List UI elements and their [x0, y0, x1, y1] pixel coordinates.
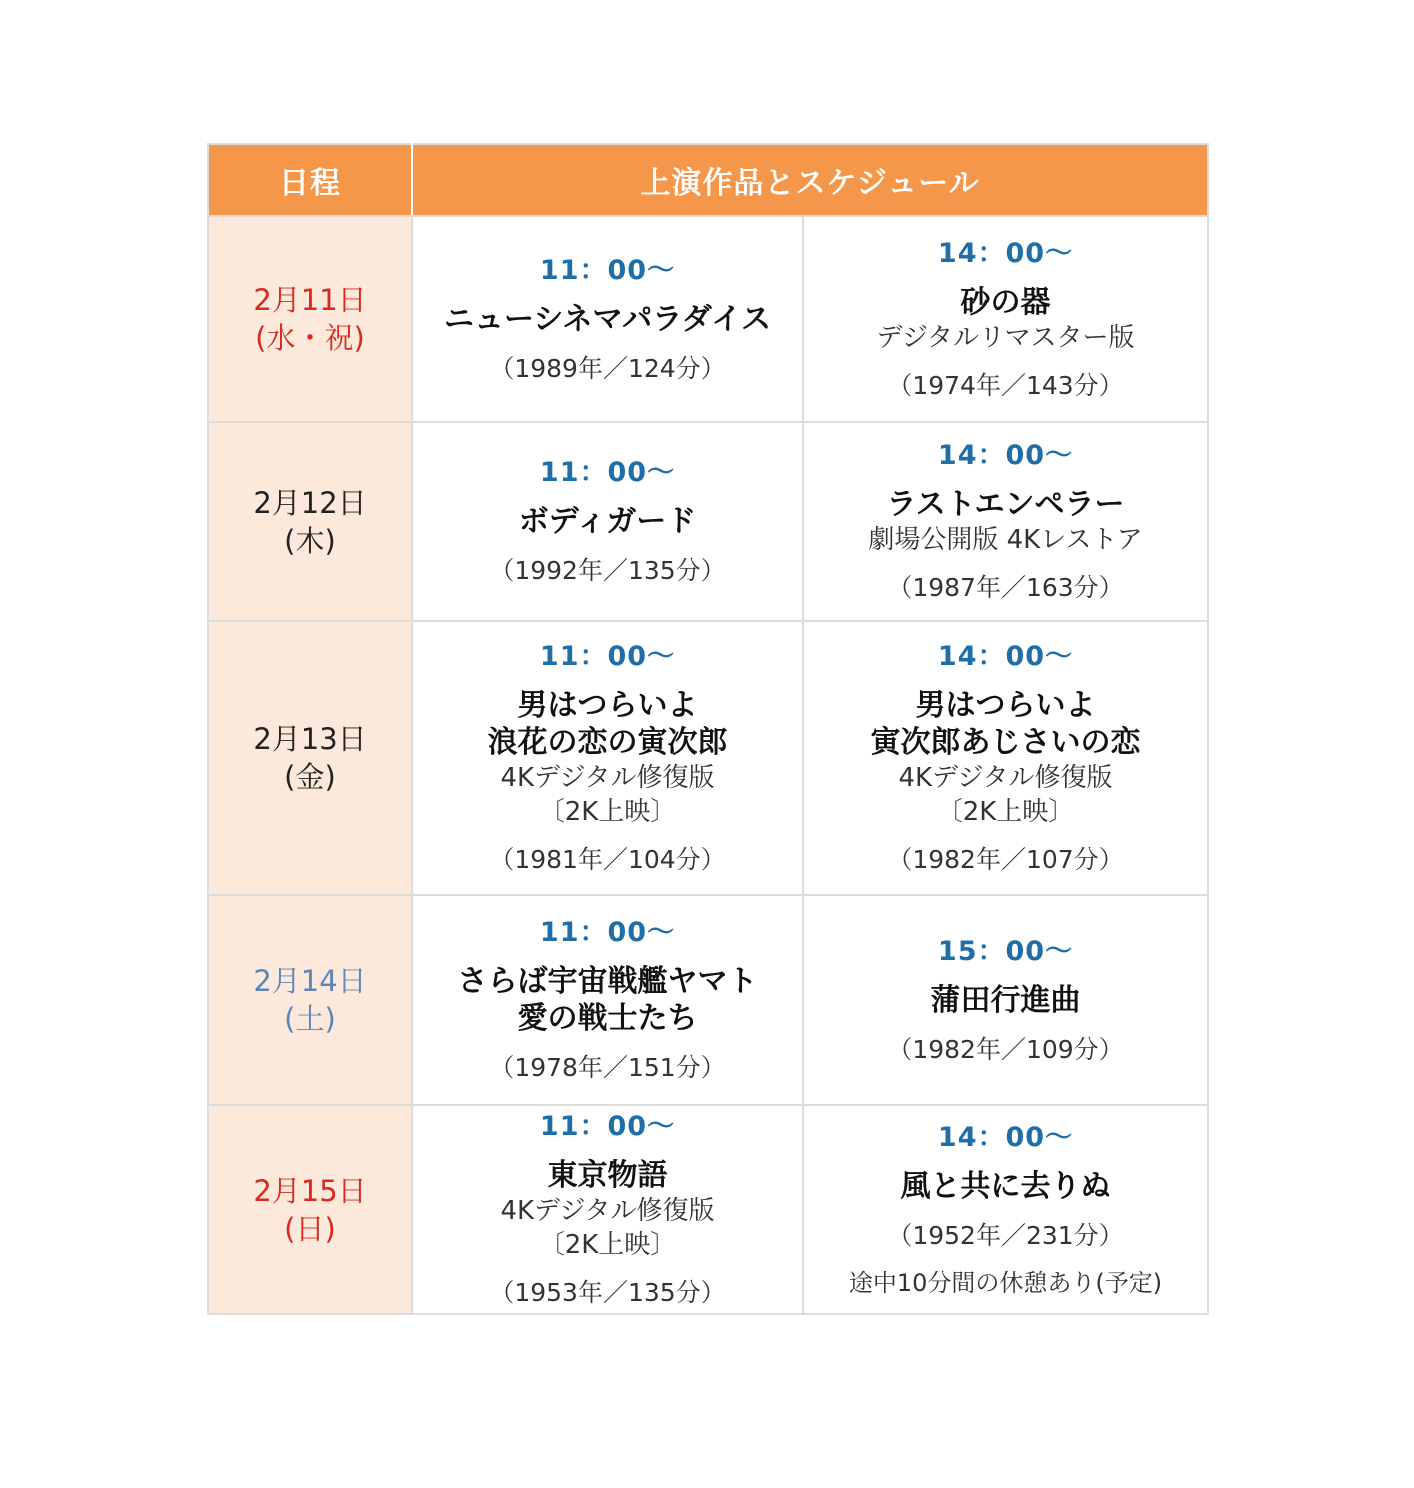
showtime: 14：00～ [937, 440, 1074, 471]
film-edition: デジタルリマスター版 [876, 322, 1135, 353]
film-edition: 〔2K上映〕 [936, 797, 1075, 827]
schedule-table [207, 143, 1209, 1315]
weekday-text: (木) [284, 523, 336, 558]
date-cell [208, 621, 412, 895]
film-year-runtime: （1952年／231分） [887, 1221, 1124, 1250]
film-title: 男はつらいよ [915, 688, 1096, 723]
show-cell [803, 1105, 1208, 1314]
show-cell [412, 895, 803, 1105]
date-cell [208, 1105, 412, 1314]
showtime: 11：00～ [539, 254, 676, 286]
date-cell [208, 216, 412, 422]
film-title: 浪花の恋の寅次郎 [487, 725, 728, 760]
film-year-runtime: （1953年／135分） [489, 1278, 726, 1307]
show-cell [803, 895, 1208, 1105]
film-year-runtime: （1982年／109分） [887, 1034, 1124, 1064]
film-title: 男はつらいよ [517, 688, 698, 723]
film-year-runtime: （1987年／163分） [887, 573, 1124, 602]
film-edition: 4Kデジタル修復版 [500, 1196, 715, 1226]
film-year-runtime: （1982年／107分） [887, 845, 1124, 874]
weekday-text: (土) [284, 1002, 336, 1036]
film-title: 風と共に去りぬ [900, 1169, 1111, 1204]
film-edition: 〔2K上映〕 [538, 1230, 677, 1260]
show-cell [803, 216, 1208, 422]
film-title: 寅次郎あじさいの恋 [870, 725, 1141, 760]
schedule-row [208, 216, 1208, 422]
intermission-note: 途中10分間の休憩あり(予定) [848, 1269, 1163, 1297]
show-cell [412, 1105, 803, 1314]
film-year-runtime: （1989年／124分） [489, 353, 726, 383]
weekday-text: (日) [284, 1211, 336, 1246]
date-cell [208, 422, 412, 621]
film-year-runtime: （1981年／104分） [489, 845, 726, 874]
film-title: さらば宇宙戦艦ヤマト [457, 964, 758, 999]
film-edition: 4Kデジタル修復版 [500, 763, 715, 793]
showtime: 11：00～ [539, 457, 676, 488]
showtime: 14：00～ [937, 1122, 1074, 1153]
show-cell [412, 422, 803, 621]
show-cell [412, 621, 803, 895]
header-date: 日程 [208, 144, 412, 216]
film-title: 愛の戦士たち [517, 1001, 698, 1036]
show-cell [412, 216, 803, 422]
date-text: 2月14日 [253, 964, 367, 998]
schedule-row [208, 422, 1208, 621]
film-title: ラストエンペラー [886, 487, 1125, 522]
date-text: 2月13日 [253, 722, 367, 756]
header-row [208, 144, 1208, 216]
date-text: 2月12日 [253, 485, 367, 520]
schedule-body [208, 216, 1208, 1314]
show-cell [803, 422, 1208, 621]
header-schedule: 上演作品とスケジュール [412, 144, 1208, 216]
schedule-row [208, 895, 1208, 1105]
showtime: 11：00～ [539, 1111, 676, 1142]
date-cell [208, 895, 412, 1105]
film-title: 砂の器 [960, 284, 1051, 320]
weekday-text: (水・祝) [255, 321, 365, 355]
schedule-row [208, 621, 1208, 895]
date-text: 2月15日 [253, 1173, 367, 1208]
showtime: 11：00～ [539, 641, 676, 672]
showtime: 11：00～ [539, 917, 676, 948]
showtime: 14：00～ [937, 641, 1074, 672]
schedule-row [208, 1105, 1208, 1314]
film-title: ニューシネマパラダイス [444, 301, 771, 337]
film-edition: 〔2K上映〕 [538, 797, 677, 827]
film-title: 東京物語 [547, 1158, 668, 1193]
film-edition: 4Kデジタル修復版 [898, 763, 1113, 793]
weekday-text: (金) [284, 760, 336, 794]
film-year-runtime: （1978年／151分） [489, 1053, 726, 1082]
film-title: 蒲田行進曲 [930, 982, 1081, 1018]
date-text: 2月11日 [253, 283, 367, 317]
film-title: ボディガード [518, 504, 697, 539]
film-year-runtime: （1992年／135分） [489, 556, 726, 585]
film-edition: 劇場公開版 4Kレストア [868, 525, 1143, 555]
show-cell [803, 621, 1208, 895]
film-year-runtime: （1974年／143分） [887, 370, 1124, 400]
showtime: 15：00～ [937, 935, 1074, 967]
showtime: 14：00～ [937, 237, 1074, 269]
